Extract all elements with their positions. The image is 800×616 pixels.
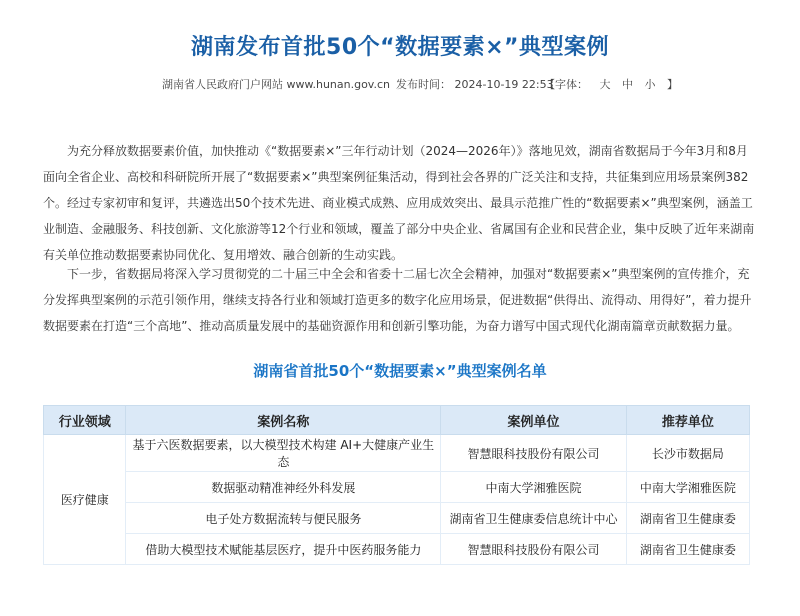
case-unit-cell: 中南大学湘雅医院 [441, 472, 627, 503]
table-row [44, 534, 750, 565]
header-case-unit: 案例单位 [441, 406, 627, 435]
table-row [44, 503, 750, 534]
case-name-cell: 借助大模型技术赋能基层医疗，提升中医药服务能力 [126, 534, 441, 565]
font-size-small-button[interactable]: 小 [644, 78, 656, 91]
case-name-cell: 电子处方数据流转与便民服务 [126, 503, 441, 534]
case-unit-cell: 湖南省卫生健康委信息统计中心 [441, 503, 627, 534]
case-table [43, 405, 750, 565]
industry-cell: 医疗健康 [44, 435, 126, 565]
font-close: 】 [667, 78, 678, 91]
recommender-cell: 湖南省卫生健康委 [626, 534, 749, 565]
article-paragraph: 为充分释放数据要素价值，加快推动《“数据要素×”三年行动计划（2024—2026年）》落地见效，湖南省数据局于今年3月和8月面向全省企业、高校和科研院所开展了“数据要素×”典型案例征集活动，得到社会各界的广泛关注和支持，共征集到应用场景案例382个。经过专家初审和复评，共遴选出50个技术先进、商业模式成熟、应用成效突出、最具示范推广性的“数据要素×”典型案例，涵盖工业制造、金融服务、科技创新、文化旅游等12个行业和领域，覆盖了部分中央企业、省属国有企业和民营企业，集中反映了近年来湖南有关单位推动数据要素协同优化、复用增效、融合创新的生动实践。 [43, 144, 755, 262]
case-unit-cell: 智慧眼科技股份有限公司 [441, 435, 627, 472]
font-size-medium-button[interactable]: 中 [622, 78, 633, 91]
case-name-cell: 数据驱动精准神经外科发展 [126, 472, 441, 503]
recommender-cell: 湖南省卫生健康委 [626, 503, 749, 534]
table-row [44, 472, 750, 503]
table-title: 湖南省首批50个“数据要素×”典型案例名单 [253, 362, 547, 380]
article-title: 湖南发布首批50个“数据要素×”典型案例 [191, 35, 609, 60]
font-size-large-button[interactable]: 大 [599, 78, 611, 91]
table-row [44, 435, 750, 472]
header-case-name: 案例名称 [126, 406, 441, 435]
recommender-cell: 中南大学湘雅医院 [626, 472, 749, 503]
article-paragraph: 下一步，省数据局将深入学习贯彻党的二十届三中全会和省委十二届七次全会精神，加强对“数据要素×”典型案例的宣传推介，充分发挥典型案例的示范引领作用，继续支持各行业和领域打造更多的数字化应用场景，促进数据“供得出、流得动、用得好”，着力提升数据要素在打造“三个高地”、推动高质量发展中的基础资源作用和创新引擎功能，为奋力谱写中国式现代化湖南篇章贡献数据力量。 [43, 267, 752, 333]
header-industry: 行业领域 [44, 406, 126, 435]
header-recommender: 推荐单位 [626, 406, 749, 435]
recommender-cell: 长沙市数据局 [626, 435, 749, 472]
font-label: 【字体： [544, 78, 588, 91]
font-size-switcher [544, 76, 678, 92]
table-header-row [44, 406, 750, 435]
case-unit-cell: 智慧眼科技股份有限公司 [441, 534, 627, 565]
source-label: 湖南省人民政府门户网站 www.hunan.gov.cn [162, 78, 390, 91]
case-name-cell: 基于六医数据要素，以大模型技术构建 AI+大健康产业生态 [126, 435, 441, 472]
publish-time: 发布时间： 2024-10-19 22:53 [396, 78, 554, 91]
